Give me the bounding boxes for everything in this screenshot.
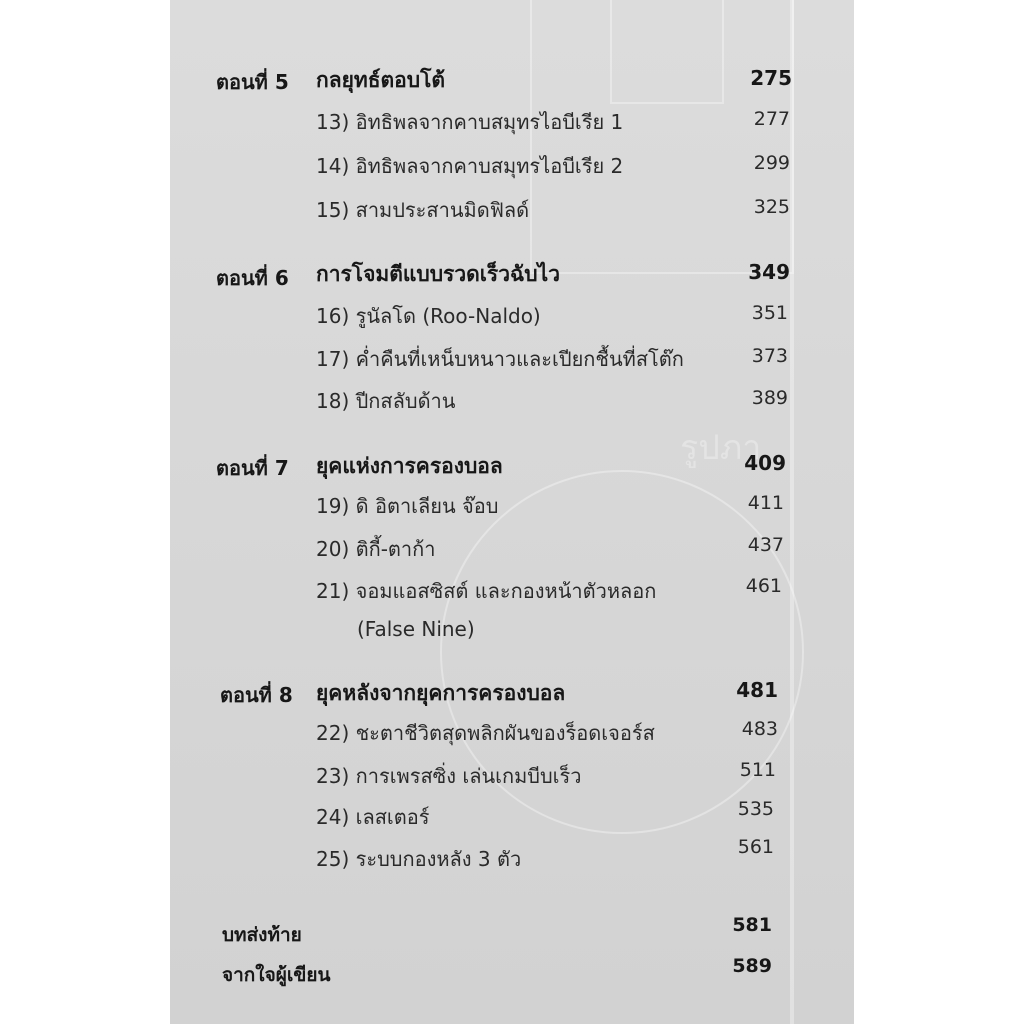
chapter-20-title: 20) ติกี้-ตาก้า xyxy=(316,537,436,561)
chapter-16-page: 351 xyxy=(751,302,788,324)
chapter-25-title: 25) ระบบกองหลัง 3 ตัว xyxy=(316,847,522,871)
chapter-19-page: 411 xyxy=(747,492,784,514)
part-7-page: 409 xyxy=(744,451,786,475)
part-5-title: กลยุทธ์ตอบโต้ xyxy=(316,68,446,92)
chapter-21-page: 461 xyxy=(745,575,782,597)
part-6-label: ตอนที่ 6 xyxy=(216,266,289,290)
author-note-title: จากใจผู้เขียน xyxy=(222,964,331,986)
chapter-24-page: 535 xyxy=(737,798,774,820)
chapter-15-page: 325 xyxy=(753,196,790,218)
part-8-title: ยุคหลังจากยุคการครองบอล xyxy=(316,681,566,705)
part-7-label: ตอนที่ 7 xyxy=(216,456,289,480)
chapter-18-title: 18) ปีกสลับด้าน xyxy=(316,389,456,413)
chapter-19-title: 19) ดิ อิตาเลียน จ๊อบ xyxy=(316,494,499,518)
chapter-13-page: 277 xyxy=(753,108,790,130)
chapter-16-title: 16) รูนัลโด (Roo-Naldo) xyxy=(316,304,541,328)
part-7-title: ยุคแห่งการครองบอล xyxy=(316,454,503,478)
chapter-15-title: 15) สามประสานมิดฟิลด์ xyxy=(316,198,530,222)
chapter-14-title: 14) อิทธิพลจากคาบสมุทรไอบีเรีย 2 xyxy=(316,154,624,178)
chapter-24-title: 24) เลสเตอร์ xyxy=(316,805,430,829)
chapter-22-title: 22) ชะตาชีวิตสุดพลิกผันของร็อดเจอร์ส xyxy=(316,721,655,745)
part-5-label: ตอนที่ 5 xyxy=(216,70,289,94)
chapter-21-title-continuation: (False Nine) xyxy=(357,617,475,641)
epilogue-page: 581 xyxy=(732,914,772,936)
chapter-17-title: 17) ค่ำคืนที่เหน็บหนาวและเปียกชื้นที่สโต๊ก xyxy=(316,347,684,371)
chapter-22-page: 483 xyxy=(741,718,778,740)
chapter-23-page: 511 xyxy=(739,759,776,781)
part-6-page: 349 xyxy=(748,260,790,284)
epilogue-title: บทส่งท้าย xyxy=(222,924,302,946)
part-8-page: 481 xyxy=(736,678,778,702)
chapter-14-page: 299 xyxy=(753,152,790,174)
part-5-page: 275 xyxy=(750,66,792,90)
part-6-title: การโจมตีแบบรวดเร็วฉับไว xyxy=(316,262,560,286)
chapter-17-page: 373 xyxy=(751,345,788,367)
chapter-18-page: 389 xyxy=(751,387,788,409)
chapter-23-title: 23) การเพรสซิ่ง เล่นเกมบีบเร็ว xyxy=(316,764,582,788)
part-8-label: ตอนที่ 8 xyxy=(220,683,293,707)
chapter-20-page: 437 xyxy=(747,534,784,556)
watermark-text: รูปภา xyxy=(680,428,762,468)
chapter-25-page: 561 xyxy=(737,836,774,858)
author-note-page: 589 xyxy=(732,955,772,977)
chapter-13-title: 13) อิทธิพลจากคาบสมุทรไอบีเรีย 1 xyxy=(316,110,624,134)
chapter-21-title: 21) จอมแอสซิสต์ และกองหน้าตัวหลอก xyxy=(316,579,657,603)
pitch-goal-box-watermark xyxy=(610,0,724,104)
pitch-line-watermark xyxy=(790,0,794,1024)
